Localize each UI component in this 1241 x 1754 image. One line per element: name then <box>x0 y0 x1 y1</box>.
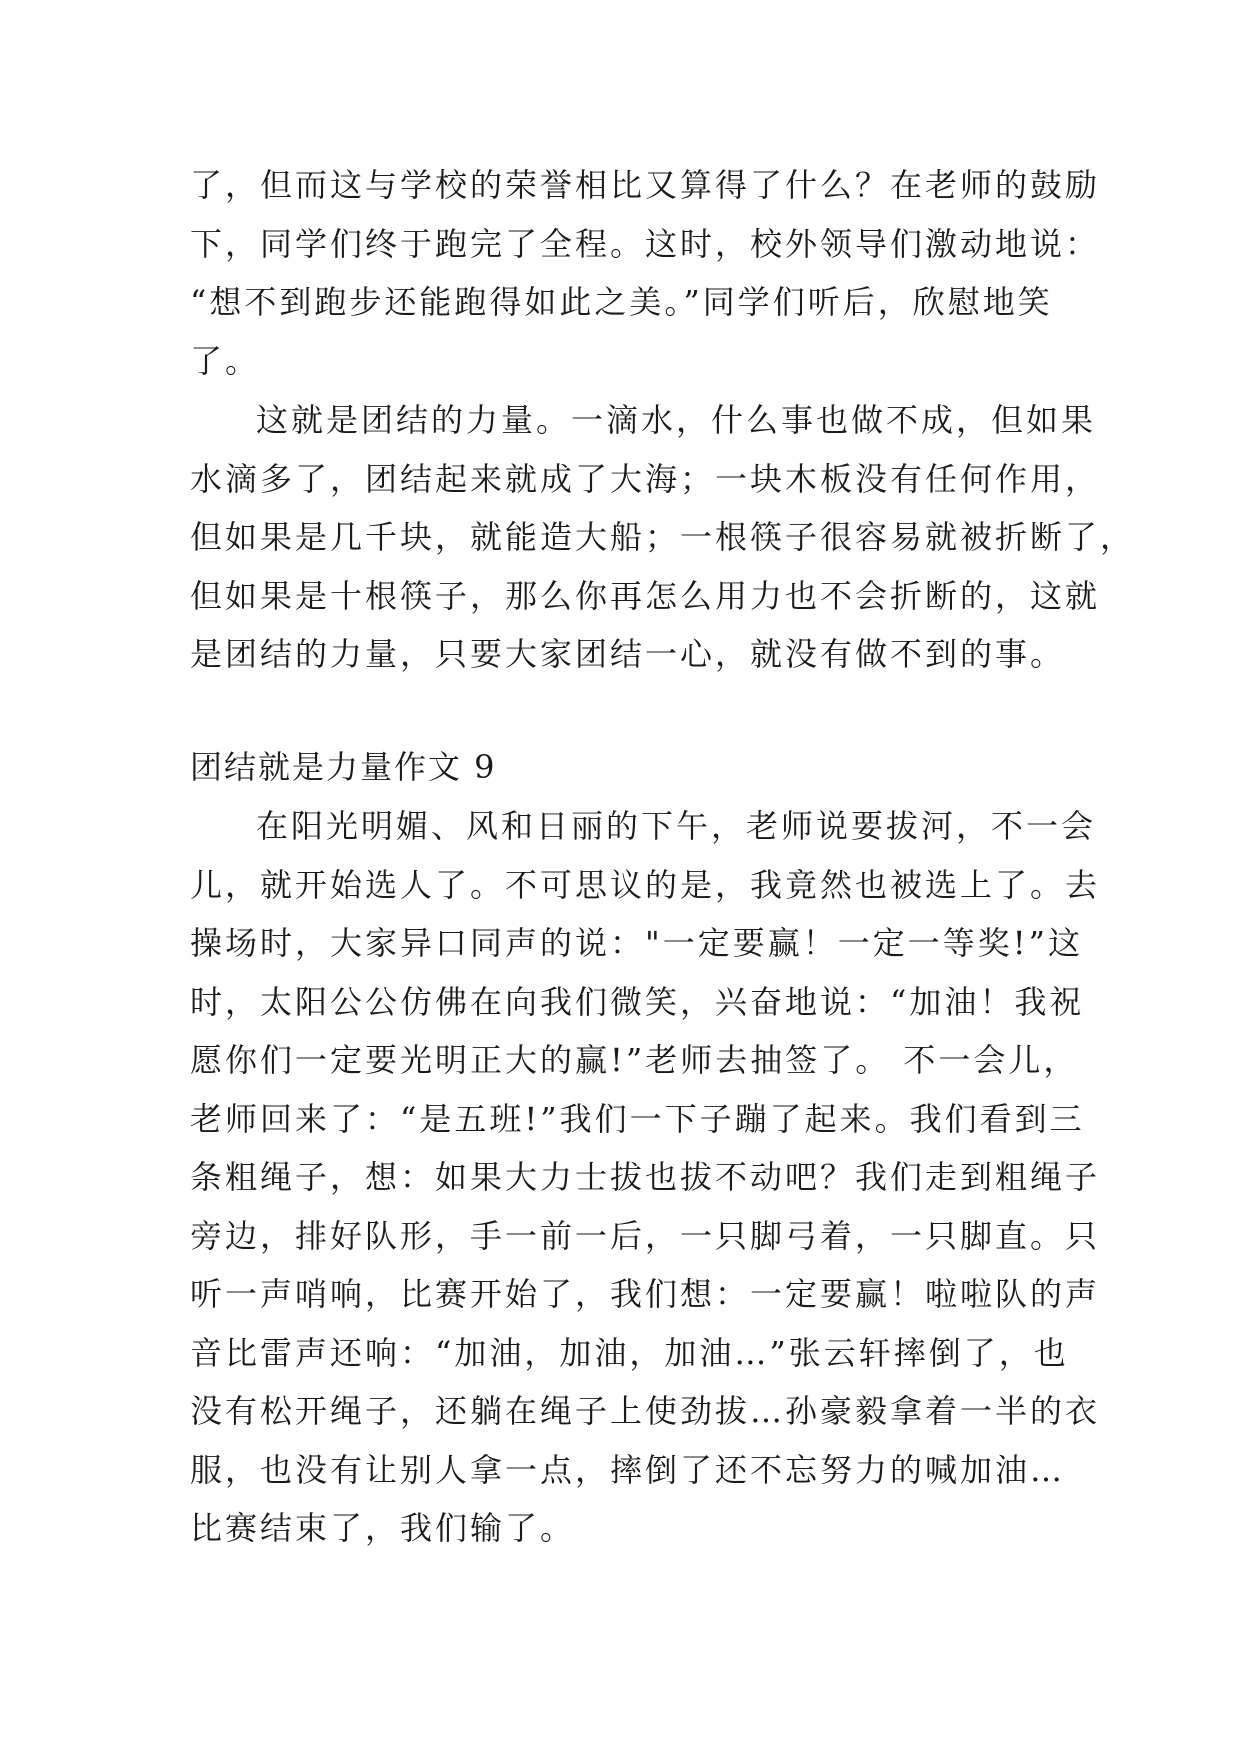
text-line: 是团结的力量，只要大家团结一心，就没有做不到的事。 <box>190 635 1066 673</box>
text-line: 水滴多了，团结起来就成了大海；一块木板没有任何作用， <box>190 459 1101 498</box>
paragraph-unity <box>190 391 1136 684</box>
text-line: 在阳光明媚、风和日丽的下午，老师说要拔河，不一会 <box>256 807 1097 845</box>
text-line: 儿，就开始选人了。不可思议的是，我竟然也被选上了。去 <box>190 865 1101 904</box>
text-line: 下，同学们终于跑完了全程。这时，校外领导们激动地说： <box>190 224 1101 263</box>
text-line: 但如果是十根筷子，那么你再怎么用力也不会折断的，这就 <box>190 576 1101 615</box>
text-line: 音比雷声还响：“加油，加油，加油…”张云轩摔倒了，也 <box>190 1333 1069 1372</box>
text-line: 没有松开绳子，还躺在绳子上使劲拔…孙豪毅拿着一半的衣 <box>190 1392 1101 1430</box>
paragraph-continued <box>190 156 1101 390</box>
text-line: “想不到跑步还能跑得如此之美。”同学们听后，欣慰地笑 <box>190 283 1053 321</box>
text-line: 了，但而这与学校的荣誉相比又算得了什么？在老师的鼓励 <box>190 166 1101 204</box>
text-line: 但如果是几千块，就能造大船；一根筷子很容易就被折断了， <box>190 518 1136 556</box>
text-line: 了。 <box>190 341 261 380</box>
text-line: 比赛结束了，我们输了。 <box>190 1509 576 1547</box>
essay-heading: 团结就是力量作文 9 <box>190 748 497 786</box>
text-line: 听一声哨响，比赛开始了，我们想：一定要赢！啦啦队的声 <box>190 1275 1101 1313</box>
text-line: 旁边，排好队形，手一前一后，一只脚弓着，一只脚直。只 <box>190 1216 1101 1255</box>
text-line: 这就是团结的力量。一滴水，什么事也做不成，但如果 <box>256 401 1097 439</box>
text-line: 愿你们一定要光明正大的赢!”老师去抽签了。 不一会儿， <box>190 1041 1079 1079</box>
paragraph-tug-of-war <box>190 797 1101 1558</box>
text-line: 老师回来了：“是五班!”我们一下子蹦了起来。我们看到三 <box>190 1099 1085 1138</box>
text-line: 服，也没有让别人拿一点，摔倒了还不忘努力的喊加油… <box>190 1450 1066 1489</box>
text-line: 操场时，大家异口同声的说："一定要赢！一定一等奖!”这 <box>190 924 1083 962</box>
text-line: 条粗绳子，想：如果大力士拔也拔不动吧？我们走到粗绳子 <box>190 1158 1101 1196</box>
text-line: 时，太阳公公仿佛在向我们微笑，兴奋地说：“加油！我祝 <box>190 982 1085 1021</box>
